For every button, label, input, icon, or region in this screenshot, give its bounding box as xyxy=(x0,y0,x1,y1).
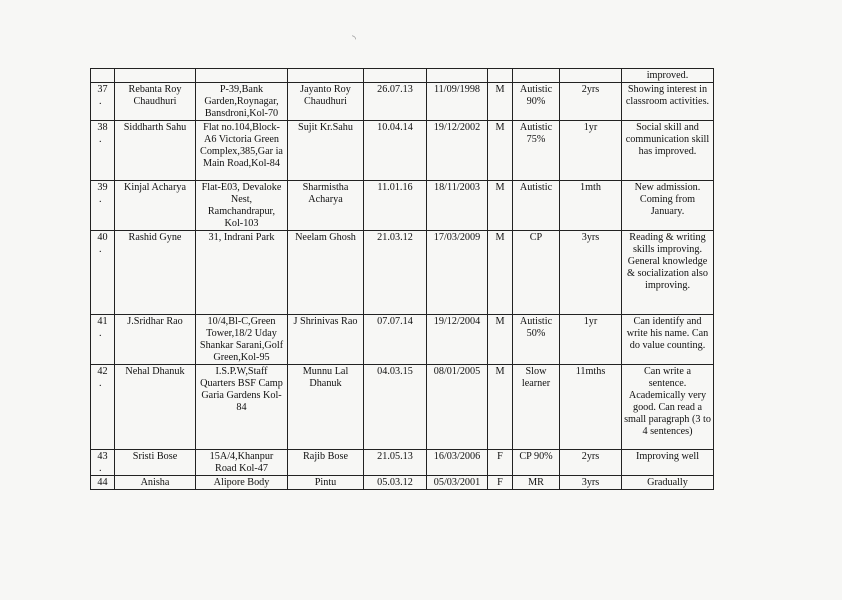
cell-guardian xyxy=(288,69,364,83)
table-row-continued xyxy=(91,69,714,83)
cell-guardian: Sujit Kr.Sahu xyxy=(288,121,364,181)
cell-disability xyxy=(513,69,560,83)
cell-name: J.Sridhar Rao xyxy=(115,315,196,365)
cell-improvement: improved. xyxy=(622,69,714,83)
table-row xyxy=(91,315,714,365)
cell-guardian: Neelam Ghosh xyxy=(288,231,364,315)
table-row xyxy=(91,121,714,181)
cell-admission: 11.01.16 xyxy=(364,181,427,231)
cell-name: Kinjal Acharya xyxy=(115,181,196,231)
cell-duration: 1yr xyxy=(560,315,622,365)
cell-sl: 44 xyxy=(91,476,115,490)
student-register-table xyxy=(90,68,714,490)
cell-guardian: Sharmistha Acharya xyxy=(288,181,364,231)
table-row xyxy=(91,450,714,476)
cell-address: P-39,Bank Garden,Roynagar, Bansdroni,Kol-70 xyxy=(196,83,288,121)
cell-address xyxy=(196,69,288,83)
cell-admission: 10.04.14 xyxy=(364,121,427,181)
table-row xyxy=(91,181,714,231)
cell-sex: F xyxy=(488,450,513,476)
cell-address: Flat-E03, Devaloke Nest, Ramchandrapur, Kol-103 xyxy=(196,181,288,231)
cell-name: Sristi Bose xyxy=(115,450,196,476)
cell-address: 10/4,Bl-C,Green Tower,18/2 Uday Shankar Sarani,Golf Green,Kol-95 xyxy=(196,315,288,365)
cell-disability: Autistic 50% xyxy=(513,315,560,365)
cell-dob: 19/12/2004 xyxy=(427,315,488,365)
cell-name: Rashid Gyne xyxy=(115,231,196,315)
cell-improvement: Showing interest in classroom activities. xyxy=(622,83,714,121)
cell-disability: CP 90% xyxy=(513,450,560,476)
cell-duration: 1mth xyxy=(560,181,622,231)
cell-address: 15A/4,Khanpur Road Kol-47 xyxy=(196,450,288,476)
cell-guardian: Rajib Bose xyxy=(288,450,364,476)
cell-admission: 21.05.13 xyxy=(364,450,427,476)
table-row xyxy=(91,231,714,315)
cell-duration xyxy=(560,69,622,83)
cell-duration: 3yrs xyxy=(560,476,622,490)
cell-sl xyxy=(91,69,115,83)
cell-name: Rebanta Roy Chaudhuri xyxy=(115,83,196,121)
cell-dob: 17/03/2009 xyxy=(427,231,488,315)
cell-sl: 39 . xyxy=(91,181,115,231)
cell-sl: 43 . xyxy=(91,450,115,476)
cell-sl: 37 . xyxy=(91,83,115,121)
cell-guardian: Munnu Lal Dhanuk xyxy=(288,365,364,450)
cell-dob: 11/09/1998 xyxy=(427,83,488,121)
cell-name: Nehal Dhanuk xyxy=(115,365,196,450)
cell-address: Flat no.104,Block-A6 Victoria Green Complex,385,Gar ia Main Road,Kol-84 xyxy=(196,121,288,181)
cell-improvement: New admission. Coming from January. xyxy=(622,181,714,231)
cell-sex: M xyxy=(488,315,513,365)
cell-admission: 21.03.12 xyxy=(364,231,427,315)
cell-dob xyxy=(427,69,488,83)
cell-address: 31, Indrani Park xyxy=(196,231,288,315)
cell-sl: 41 . xyxy=(91,315,115,365)
cell-sex: F xyxy=(488,476,513,490)
cell-disability: MR xyxy=(513,476,560,490)
cell-disability: Autistic xyxy=(513,181,560,231)
cell-name: Anisha xyxy=(115,476,196,490)
cell-dob: 16/03/2006 xyxy=(427,450,488,476)
cell-disability: Autistic 75% xyxy=(513,121,560,181)
cell-address: Alipore Body xyxy=(196,476,288,490)
cell-guardian: Jayanto Roy Chaudhuri xyxy=(288,83,364,121)
cell-sex: M xyxy=(488,83,513,121)
cell-improvement: Social skill and communication skill has improved. xyxy=(622,121,714,181)
cell-sl: 42 . xyxy=(91,365,115,450)
cell-dob: 18/11/2003 xyxy=(427,181,488,231)
cell-duration: 2yrs xyxy=(560,450,622,476)
cell-sex xyxy=(488,69,513,83)
cell-disability: CP xyxy=(513,231,560,315)
cell-duration: 1yr xyxy=(560,121,622,181)
cell-duration: 3yrs xyxy=(560,231,622,315)
cell-improvement: Improving well xyxy=(622,450,714,476)
cell-improvement: Can write a sentence. Academically very good. Can read a small paragraph (3 to 4 sentences) xyxy=(622,365,714,450)
cell-sex: M xyxy=(488,231,513,315)
cell-admission: 05.03.12 xyxy=(364,476,427,490)
cell-admission: 04.03.15 xyxy=(364,365,427,450)
cell-address: I.S.P.W,Staff Quarters BSF Camp Garia Gardens Kol-84 xyxy=(196,365,288,450)
cell-sex: M xyxy=(488,121,513,181)
cell-guardian: Pintu xyxy=(288,476,364,490)
cell-dob: 05/03/2001 xyxy=(427,476,488,490)
cell-sex: M xyxy=(488,181,513,231)
cell-improvement: Gradually xyxy=(622,476,714,490)
cell-improvement: Can identify and write his name. Can do value counting. xyxy=(622,315,714,365)
cell-dob: 08/01/2005 xyxy=(427,365,488,450)
cell-duration: 2yrs xyxy=(560,83,622,121)
cell-dob: 19/12/2002 xyxy=(427,121,488,181)
cell-guardian: J Shrinivas Rao xyxy=(288,315,364,365)
cell-duration: 11mths xyxy=(560,365,622,450)
scan-mark: ◝ xyxy=(352,34,356,45)
cell-name xyxy=(115,69,196,83)
cell-sl: 40 . xyxy=(91,231,115,315)
cell-disability: Slow learner xyxy=(513,365,560,450)
table-row xyxy=(91,476,714,490)
cell-improvement: Reading & writing skills improving. General knowledge & socialization also improving. xyxy=(622,231,714,315)
cell-admission xyxy=(364,69,427,83)
cell-admission: 26.07.13 xyxy=(364,83,427,121)
table-row xyxy=(91,83,714,121)
cell-name: Siddharth Sahu xyxy=(115,121,196,181)
cell-disability: Autistic 90% xyxy=(513,83,560,121)
cell-admission: 07.07.14 xyxy=(364,315,427,365)
cell-sex: M xyxy=(488,365,513,450)
cell-sl: 38 . xyxy=(91,121,115,181)
table-row xyxy=(91,365,714,450)
